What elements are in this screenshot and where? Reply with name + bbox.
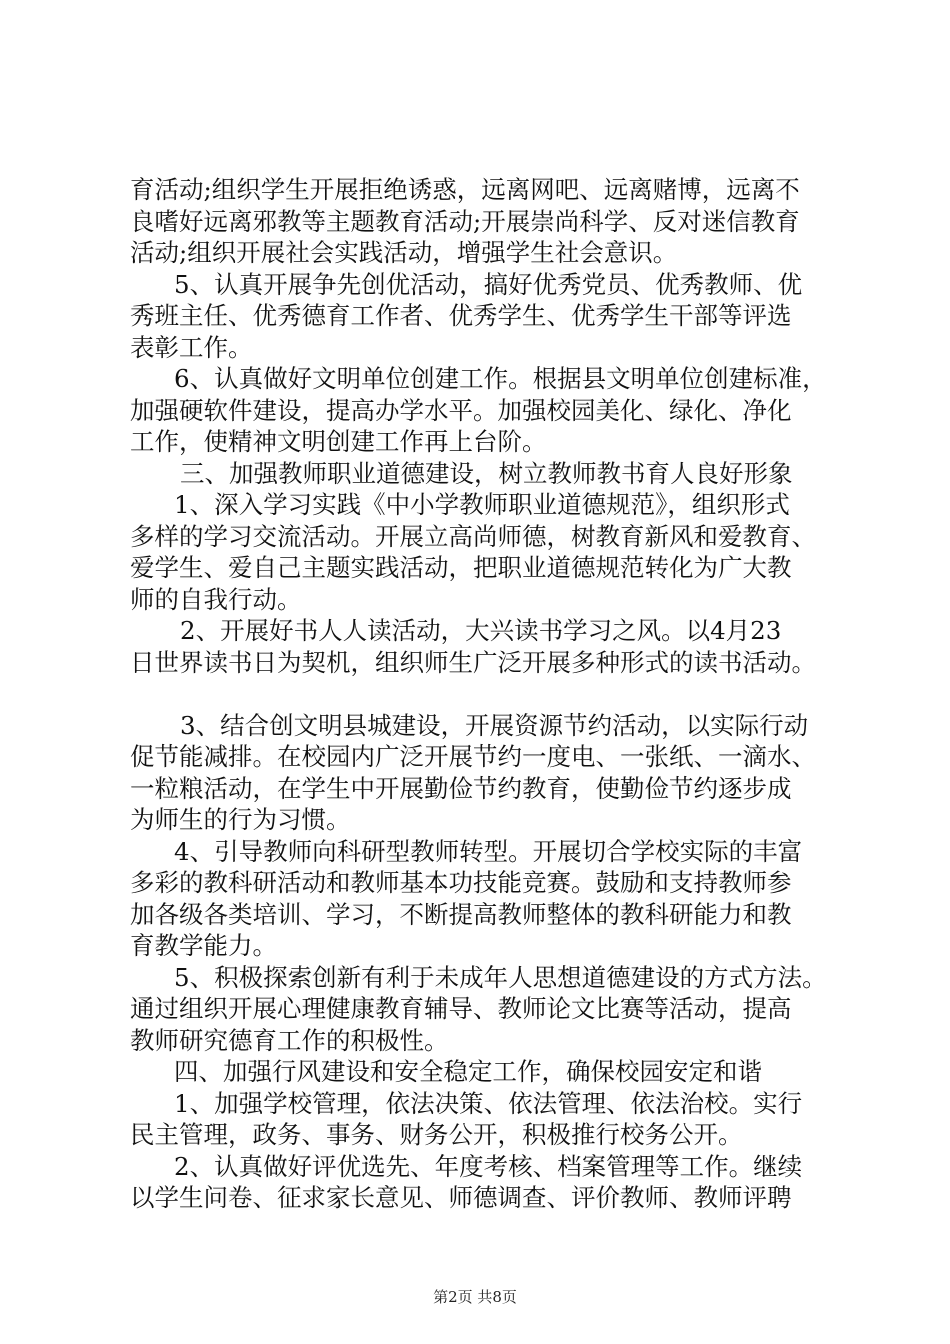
text-line: 一粒粮活动，在学生中开展勤俭节约教育，使勤俭节约逐步成 <box>130 773 792 803</box>
text-line: 通过组织开展心理健康教育辅导、教师论文比赛等活动，提高 <box>130 994 792 1023</box>
paragraph-start: 2、认真做好评优选先、年度考核、档案管理等工作。继续 <box>174 1151 803 1181</box>
paragraph-start: 2、开展好书人人读活动，大兴读书学习之风。以4月23 <box>180 616 782 645</box>
paragraph-start: 1、加强学校管理，依法决策、依法管理、依法治校。实行 <box>174 1088 803 1118</box>
text-line: 爱学生、爱自己主题实践活动，把职业道德规范转化为广大教 <box>130 553 792 582</box>
text-line: 育活动;组织学生开展拒绝诱惑，远离网吧、远离赌博，远离不 <box>130 175 800 204</box>
text-line: 工作，使精神文明创建工作再上台阶。 <box>130 427 547 456</box>
paragraph-start: 4、引导教师向科研型教师转型。开展切合学校实际的丰富 <box>174 836 803 866</box>
text-line: 表彰工作。 <box>130 332 253 362</box>
text-line: 日世界读书日为契机，组织师生广泛开展多种形式的读书活动。 <box>130 647 816 677</box>
document-body <box>130 174 830 1214</box>
paragraph-start: 5、积极探索创新有利于未成年人思想道德建设的方式方法。 <box>174 962 827 992</box>
text-line: 育教学能力。 <box>130 931 277 960</box>
text-line: 民主管理，政务、事务、财务公开，积极推行校务公开。 <box>130 1120 743 1149</box>
text-line: 多彩的教科研活动和教师基本功技能竞赛。鼓励和支持教师参 <box>130 868 792 897</box>
paragraph-start: 3、结合创文明县城建设，开展资源节约活动，以实际行动 <box>180 710 809 740</box>
paragraph-start: 1、深入学习实践《中小学教师职业道德规范》，组织形式 <box>174 490 790 519</box>
text-line: 师的自我行动。 <box>130 584 302 614</box>
blank-line <box>130 678 830 710</box>
paragraph-start: 5、认真开展争先创优活动，搞好优秀党员、优秀教师、优 <box>174 269 803 299</box>
section-heading: 四、加强行风建设和安全稳定工作，确保校园安定和谐 <box>174 1057 762 1086</box>
text-line: 活动;组织开展社会实践活动，增强学生社会意识。 <box>130 238 678 267</box>
text-line: 良嗜好远离邪教等主题教育活动;开展崇尚科学、反对迷信教育 <box>130 206 800 236</box>
text-line: 促节能减排。在校园内广泛开展节约一度电、一张纸、一滴水、 <box>130 742 816 771</box>
paragraph-start: 6、认真做好文明单位创建工作。根据县文明单位创建标准， <box>174 364 827 393</box>
text-line: 加强硬软件建设，提高办学水平。加强校园美化、绿化、净化 <box>130 395 792 425</box>
text-line: 教师研究德育工作的积极性。 <box>130 1025 449 1055</box>
text-line: 为师生的行为习惯。 <box>130 805 351 834</box>
text-line: 多样的学习交流活动。开展立高尚师德，树教育新风和爱教育、 <box>130 521 816 551</box>
text-line: 加各级各类培训、学习，不断提高教师整体的教科研能力和教 <box>130 899 792 929</box>
page-number-footer: 第2页 共8页 <box>433 1288 517 1306</box>
text-line: 秀班主任、优秀德育工作者、优秀学生、优秀学生干部等评选 <box>130 301 792 330</box>
section-heading: 三、加强教师职业道德建设，树立教师教书育人良好形象 <box>180 458 793 488</box>
text-line: 以学生问卷、征求家长意见、师德调查、评价教师、教师评聘 <box>130 1183 792 1212</box>
